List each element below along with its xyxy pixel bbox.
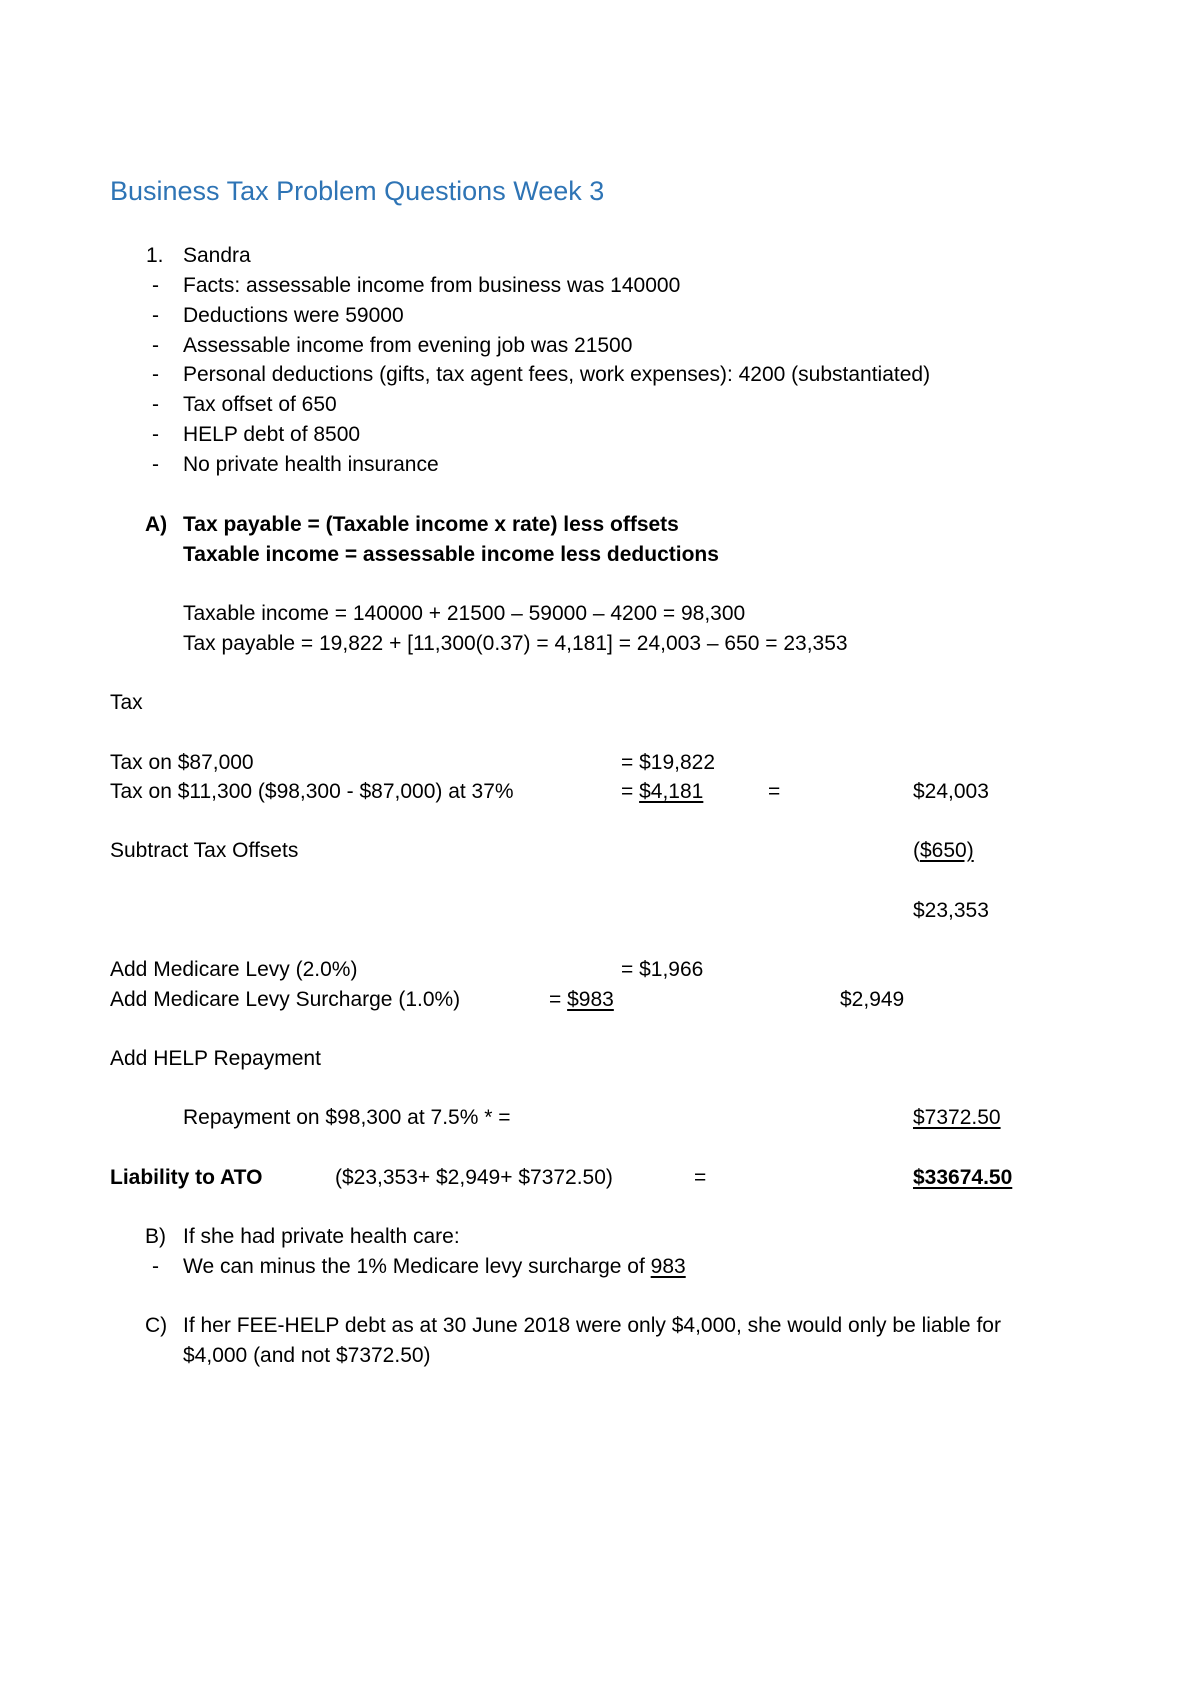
part-b-bullet: We can minus the 1% Medicare levy surcharge of 983 — [183, 1255, 686, 1278]
part-a-label: A) — [145, 513, 168, 536]
tax-row-label: Tax on $87,000 — [110, 751, 254, 774]
question-number: 1. — [146, 244, 164, 267]
part-c-text-line1: If her FEE-HELP debt as at 30 June 2018 were only $4,000, she would only be liable for — [183, 1314, 1001, 1337]
list-dash: - — [152, 274, 159, 297]
part-c-text-line2: $4,000 (and not $7372.50) — [183, 1344, 431, 1367]
repayment-value: $7372.50 — [913, 1106, 1001, 1129]
tax-row-value: = $19,822 — [621, 751, 716, 774]
list-dash: - — [152, 423, 159, 446]
list-item: HELP debt of 8500 — [183, 423, 361, 446]
medicare-surcharge-value: = $983 — [549, 988, 614, 1011]
equals-sign: = — [694, 1166, 707, 1189]
tax-payable-calc: Tax payable = 19,822 + [11,300(0.37) = 4,181] = 24,003 – 650 = 23,353 — [183, 632, 848, 655]
list-dash: - — [152, 1255, 159, 1278]
tax-offsets-value: ($650) — [913, 839, 974, 862]
list-item: Facts: assessable income from business was 140000 — [183, 274, 681, 297]
tax-subtotal: $23,353 — [913, 899, 989, 922]
list-item: Tax offset of 650 — [183, 393, 337, 416]
list-item: Personal deductions (gifts, tax agent fees, work expenses): 4200 (substantiated) — [183, 363, 931, 386]
medicare-total: $2,949 — [840, 988, 905, 1011]
list-dash: - — [152, 453, 159, 476]
liability-value: $33674.50 — [913, 1166, 1013, 1189]
document-title: Business Tax Problem Questions Week 3 — [110, 176, 605, 206]
repayment-label: Repayment on $98,300 at 7.5% * = — [183, 1106, 511, 1129]
list-dash: - — [152, 363, 159, 386]
liability-formula: ($23,353+ $2,949+ $7372.50) — [335, 1166, 613, 1189]
help-repayment-label: Add HELP Repayment — [110, 1047, 321, 1070]
list-dash: - — [152, 304, 159, 327]
liability-label: Liability to ATO — [110, 1166, 263, 1189]
tax-offsets-label: Subtract Tax Offsets — [110, 839, 299, 862]
tax-row-value: = $4,181 — [621, 780, 704, 803]
part-c-label: C) — [145, 1314, 168, 1337]
taxable-income-formula: Taxable income = assessable income less deductions — [183, 543, 719, 566]
list-dash: - — [152, 334, 159, 357]
tax-payable-formula: Tax payable = (Taxable income x rate) less offsets — [183, 513, 679, 536]
medicare-surcharge-label: Add Medicare Levy Surcharge (1.0%) — [110, 988, 461, 1011]
list-item: Deductions were 59000 — [183, 304, 404, 327]
list-item: Assessable income from evening job was 21500 — [183, 334, 633, 357]
taxable-income-calc: Taxable income = 140000 + 21500 – 59000 – 4200 = 98,300 — [183, 602, 746, 625]
equals-sign: = — [768, 780, 781, 803]
list-item: No private health insurance — [183, 453, 439, 476]
tax-total: $24,003 — [913, 780, 989, 803]
medicare-levy-label: Add Medicare Levy (2.0%) — [110, 958, 358, 981]
tax-row-label: Tax on $11,300 ($98,300 - $87,000) at 37% — [110, 780, 514, 803]
list-dash: - — [152, 393, 159, 416]
part-b-label: B) — [145, 1225, 166, 1248]
medicare-levy-value: = $1,966 — [621, 958, 704, 981]
question-name: Sandra — [183, 244, 251, 267]
tax-heading: Tax — [110, 691, 143, 714]
tax-row-amount: $4,181 — [639, 780, 704, 803]
part-b-text: If she had private health care: — [183, 1225, 460, 1248]
